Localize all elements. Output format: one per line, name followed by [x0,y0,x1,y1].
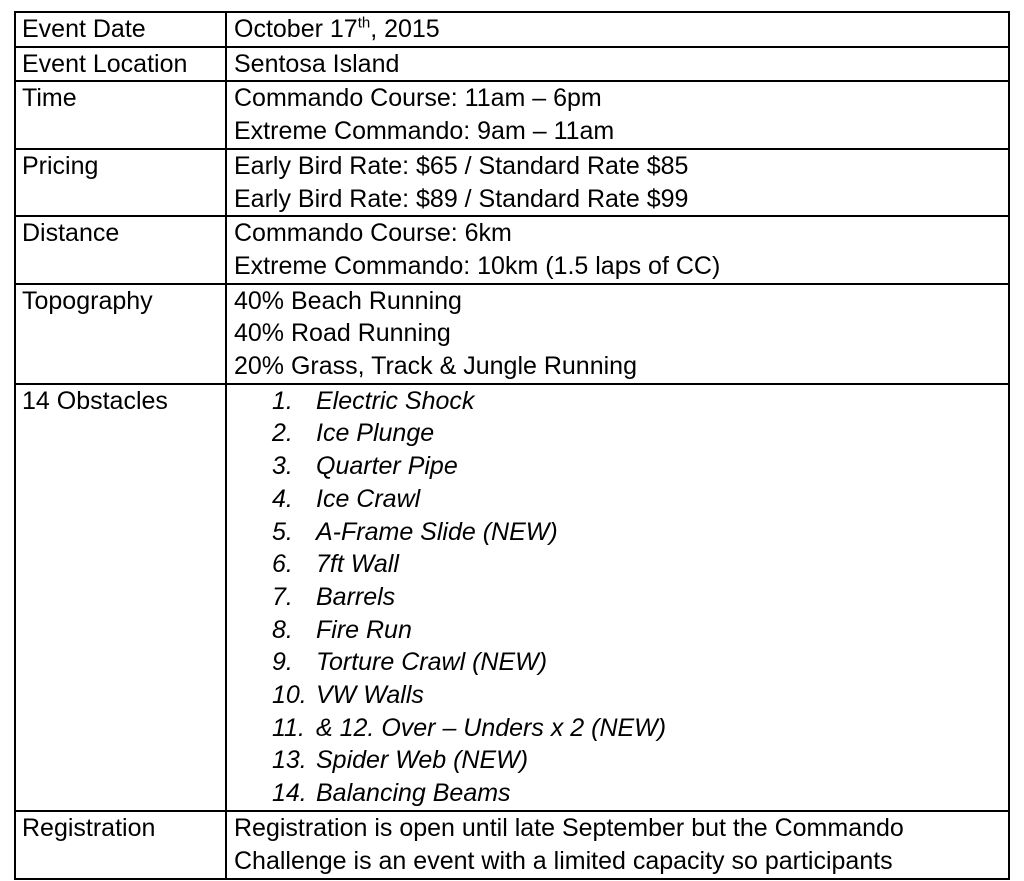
label-pricing: Pricing [15,149,226,216]
label-registration: Registration [15,811,226,879]
label-distance: Distance [15,216,226,283]
value-event-location: Sentosa Island [226,47,1009,82]
list-item [272,548,1008,581]
obstacle-number: 9. [272,648,293,677]
list-item [272,777,1008,810]
value-pricing [226,149,1009,216]
row-obstacles [15,384,1009,811]
label-obstacles: 14 Obstacles [15,384,226,811]
obstacle-number: 7. [272,582,293,611]
obstacle-number: 4. [272,484,293,513]
obstacle-number: 11. [272,713,305,742]
list-item [272,385,1008,418]
topography-line: 40% Beach Running [234,286,462,315]
row-time [15,81,1009,148]
distance-line: Commando Course: 6km [234,219,512,248]
obstacle-list [234,385,1008,810]
row-distance [15,216,1009,283]
obstacle-name: Fire Run [316,615,412,644]
label-event-date: Event Date [15,12,226,47]
value-distance [226,216,1009,283]
list-item [272,483,1008,516]
obstacle-name: Torture Crawl (NEW) [316,648,548,677]
label-topography: Topography [15,284,226,384]
obstacle-name: Ice Crawl [316,484,421,513]
obstacle-number: 8. [272,615,293,644]
label-event-location: Event Location [15,47,226,82]
obstacle-name: Spider Web (NEW) [316,746,529,775]
registration-line: Registration is open until late September but the Commando [234,813,904,842]
event-date-ordinal: th [357,14,371,32]
distance-line: Extreme Commando: 10km (1.5 laps of CC) [234,251,721,280]
value-registration [226,811,1009,879]
list-item [272,744,1008,777]
row-event-location [15,47,1009,82]
row-pricing [15,149,1009,216]
obstacle-name: Barrels [316,582,396,611]
obstacle-name: Electric Shock [316,386,475,415]
obstacle-number: 2. [272,419,293,448]
list-item [272,712,1008,745]
obstacle-name: VW Walls [316,681,424,710]
pricing-line: Early Bird Rate: $89 / Standard Rate $99 [234,184,689,213]
obstacle-number: 5. [272,517,293,546]
obstacle-name: Quarter Pipe [316,452,458,481]
list-item [272,417,1008,450]
value-time [226,81,1009,148]
list-item [272,679,1008,712]
obstacle-name: 7ft Wall [316,550,399,579]
obstacle-number: 14. [272,779,307,808]
obstacle-name: Balancing Beams [316,779,511,808]
row-registration [15,811,1009,879]
time-line: Commando Course: 11am – 6pm [234,84,602,113]
list-item [272,581,1008,614]
obstacle-number: 3. [272,452,293,481]
list-item [272,450,1008,483]
obstacle-number: 6. [272,550,293,579]
event-date-main: October 17 [234,15,358,43]
event-date-year: , 2015 [370,15,440,43]
obstacle-name: & 12. Over – Unders x 2 (NEW) [316,713,667,742]
list-item [272,516,1008,549]
event-info-table [14,11,1010,880]
time-line: Extreme Commando: 9am – 11am [234,117,615,146]
obstacle-number: 13. [272,746,307,775]
row-event-date [15,12,1009,47]
obstacle-name: A-Frame Slide (NEW) [316,517,558,546]
registration-line: Challenge is an event with a limited capacity so participants [234,846,893,875]
obstacle-name: Ice Plunge [316,419,435,448]
pricing-line: Early Bird Rate: $65 / Standard Rate $85 [234,151,689,180]
list-item [272,614,1008,647]
list-item [272,646,1008,679]
value-topography [226,284,1009,384]
obstacle-number: 10. [272,681,307,710]
topography-line: 40% Road Running [234,319,451,348]
value-event-date [226,12,1009,47]
label-time: Time [15,81,226,148]
row-topography [15,284,1009,384]
obstacle-number: 1. [272,386,293,415]
topography-line: 20% Grass, Track & Jungle Running [234,352,637,381]
value-obstacles [226,384,1009,811]
